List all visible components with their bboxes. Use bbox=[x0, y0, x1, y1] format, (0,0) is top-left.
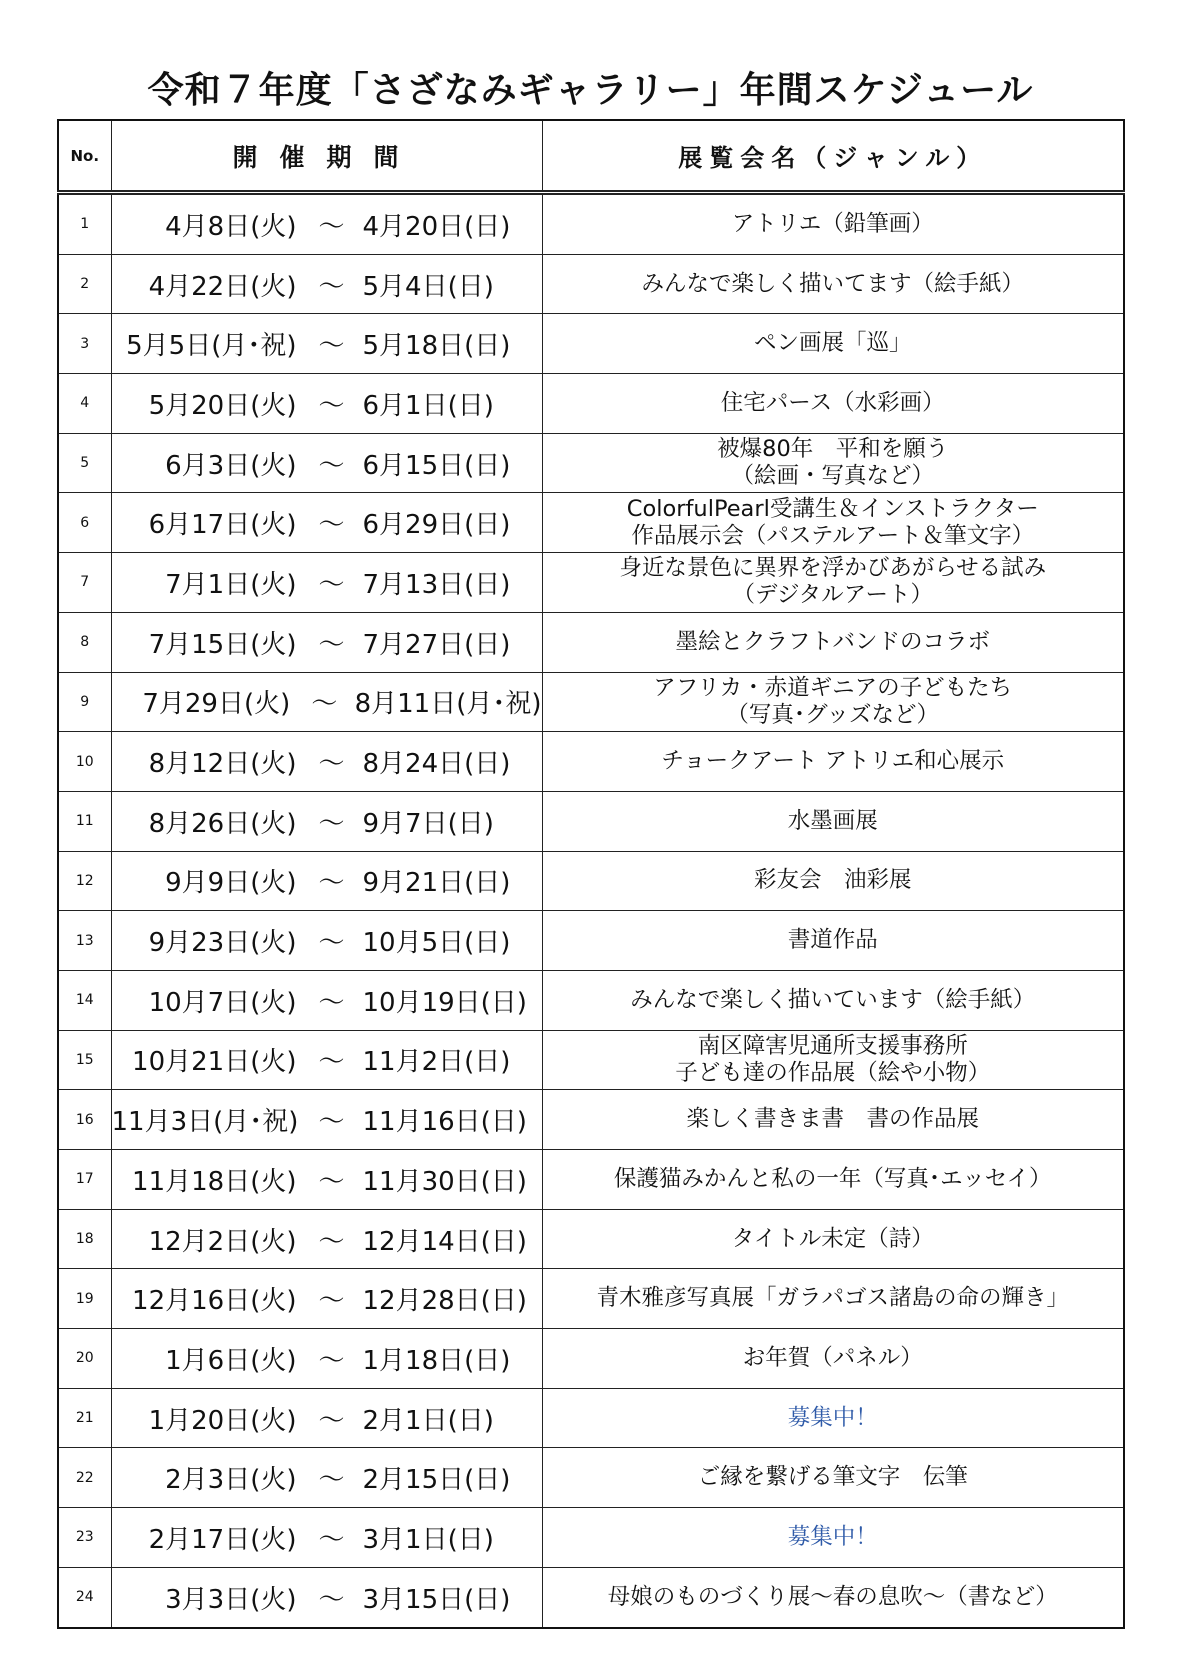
header-name: 展覧会名（ジャンル） bbox=[542, 120, 1124, 193]
exhibition-name: みんなで楽しく描いてます（絵手紙） bbox=[641, 270, 1024, 297]
table-row bbox=[58, 1090, 1124, 1150]
table-row bbox=[58, 1388, 1124, 1448]
exhibition-name-cell bbox=[542, 791, 1124, 851]
exhibition-name: ご縁を繋げる筆文字 伝筆 bbox=[697, 1464, 968, 1491]
period-cell bbox=[111, 732, 542, 792]
period-cell bbox=[111, 193, 542, 255]
exhibition-name-line2: （デジタルアート） bbox=[732, 582, 933, 609]
exhibition-name-cell bbox=[542, 1030, 1124, 1090]
tilde-separator: ～ bbox=[318, 808, 345, 839]
exhibition-name: 水墨画展 bbox=[787, 807, 878, 834]
start-date: 9月9日(火) bbox=[165, 868, 297, 899]
exhibition-name: ColorfulPearl受講生＆インストラクター bbox=[626, 495, 1039, 522]
table-row bbox=[58, 851, 1124, 911]
exhibition-name: 募集中！ bbox=[787, 1523, 878, 1550]
end-date: 5月18日(日) bbox=[362, 331, 511, 362]
exhibition-name: 南区障害児通所支援事務所 bbox=[697, 1032, 968, 1059]
end-date: 9月7日(日) bbox=[362, 808, 494, 839]
period-cell bbox=[111, 493, 542, 553]
tilde-separator: ～ bbox=[318, 450, 345, 481]
row-number: 12 bbox=[58, 851, 111, 911]
header-row bbox=[58, 120, 1124, 193]
end-date: 11月30日(日) bbox=[362, 1166, 527, 1197]
exhibition-name-cell bbox=[542, 851, 1124, 911]
row-number: 4 bbox=[58, 374, 111, 434]
start-date: 12月2日(火) bbox=[148, 1226, 297, 1257]
exhibition-name: 被爆80年 平和を願う bbox=[717, 436, 949, 463]
start-date: 11月18日(火) bbox=[132, 1166, 297, 1197]
row-number: 6 bbox=[58, 493, 111, 553]
exhibition-name: ペン画展「巡」 bbox=[753, 330, 912, 357]
exhibition-name-cell bbox=[542, 672, 1124, 732]
start-date: 2月17日(火) bbox=[148, 1524, 297, 1555]
end-date: 9月21日(日) bbox=[362, 868, 511, 899]
row-number: 15 bbox=[58, 1030, 111, 1090]
period-cell bbox=[111, 911, 542, 971]
schedule-table bbox=[57, 119, 1125, 1629]
start-date: 5月5日(月･祝) bbox=[126, 331, 297, 362]
start-date: 10月7日(火) bbox=[148, 987, 297, 1018]
start-date: 12月16日(火) bbox=[132, 1286, 297, 1317]
tilde-separator: ～ bbox=[318, 1584, 345, 1615]
exhibition-name-cell bbox=[542, 193, 1124, 255]
start-date: 10月21日(火) bbox=[132, 1047, 297, 1078]
row-number: 16 bbox=[58, 1090, 111, 1150]
exhibition-name-line2: （絵画・写真など） bbox=[731, 463, 934, 490]
end-date: 10月19日(日) bbox=[362, 987, 527, 1018]
start-date: 8月12日(火) bbox=[148, 749, 297, 780]
row-number: 20 bbox=[58, 1329, 111, 1389]
exhibition-name-cell bbox=[542, 1567, 1124, 1627]
period-cell bbox=[111, 791, 542, 851]
page-title: 令和７年度「さざなみギャラリー」年間スケジュール bbox=[147, 70, 1034, 111]
exhibition-name: 母娘のものづくり展～春の息吹～（書など） bbox=[607, 1583, 1058, 1610]
row-number: 8 bbox=[58, 612, 111, 672]
exhibition-name-cell bbox=[542, 612, 1124, 672]
exhibition-name-cell bbox=[542, 254, 1124, 314]
tilde-separator: ～ bbox=[318, 868, 345, 899]
end-date: 6月29日(日) bbox=[362, 510, 511, 541]
exhibition-name-cell bbox=[542, 911, 1124, 971]
start-date: 7月15日(火) bbox=[148, 629, 297, 660]
exhibition-name-cell bbox=[542, 493, 1124, 553]
tilde-separator: ～ bbox=[318, 629, 345, 660]
period-cell bbox=[111, 1388, 542, 1448]
row-number: 1 bbox=[58, 193, 111, 255]
exhibition-name: 保護猫みかんと私の一年（写真･エッセイ） bbox=[613, 1165, 1052, 1192]
period-cell bbox=[111, 1329, 542, 1389]
end-date: 12月28日(日) bbox=[362, 1286, 527, 1317]
table-row bbox=[58, 553, 1124, 613]
table-row bbox=[58, 1269, 1124, 1329]
exhibition-name: アトリエ（鉛筆画） bbox=[731, 210, 934, 237]
exhibition-name-cell bbox=[542, 1090, 1124, 1150]
start-date: 6月3日(火) bbox=[165, 450, 297, 481]
row-number: 24 bbox=[58, 1567, 111, 1627]
tilde-separator: ～ bbox=[318, 987, 345, 1018]
start-date: 7月1日(火) bbox=[165, 569, 297, 600]
exhibition-name-cell bbox=[542, 1150, 1124, 1210]
tilde-separator: ～ bbox=[318, 1405, 345, 1436]
end-date: 3月15日(日) bbox=[362, 1584, 511, 1615]
header-no: No. bbox=[58, 120, 111, 193]
table-row bbox=[58, 193, 1124, 255]
exhibition-name-cell bbox=[542, 1448, 1124, 1508]
row-number: 23 bbox=[58, 1508, 111, 1568]
tilde-separator: ～ bbox=[318, 390, 345, 421]
table-row bbox=[58, 1150, 1124, 1210]
table-row bbox=[58, 970, 1124, 1030]
period-cell bbox=[111, 612, 542, 672]
start-date: 5月20日(火) bbox=[148, 390, 297, 421]
exhibition-name: 墨絵とクラフトバンドのコラボ bbox=[675, 628, 991, 655]
exhibition-name-line2: （写真･グッズなど） bbox=[726, 701, 940, 728]
period-cell bbox=[111, 970, 542, 1030]
exhibition-name-line2: 作品展示会（パステルアート＆筆文字） bbox=[631, 522, 1035, 549]
period-cell bbox=[111, 374, 542, 434]
row-number: 10 bbox=[58, 732, 111, 792]
end-date: 3月1日(日) bbox=[362, 1524, 494, 1555]
end-date: 10月5日(日) bbox=[362, 928, 511, 959]
row-number: 5 bbox=[58, 433, 111, 493]
table-row bbox=[58, 911, 1124, 971]
table-row bbox=[58, 1209, 1124, 1269]
start-date: 11月3日(月･祝) bbox=[111, 1107, 299, 1138]
tilde-separator: ～ bbox=[318, 569, 345, 600]
start-date: 2月3日(火) bbox=[165, 1465, 297, 1496]
exhibition-name: 楽しく書きま書 書の作品展 bbox=[686, 1106, 979, 1133]
exhibition-name-cell bbox=[542, 970, 1124, 1030]
table-row bbox=[58, 791, 1124, 851]
table-row bbox=[58, 1567, 1124, 1627]
start-date: 4月22日(火) bbox=[148, 271, 297, 302]
row-number: 7 bbox=[58, 553, 111, 613]
end-date: 4月20日(日) bbox=[362, 211, 511, 242]
period-cell bbox=[111, 433, 542, 493]
start-date: 9月23日(火) bbox=[148, 928, 297, 959]
start-date: 6月17日(火) bbox=[148, 510, 297, 541]
exhibition-name-cell bbox=[542, 1269, 1124, 1329]
tilde-separator: ～ bbox=[318, 1286, 345, 1317]
exhibition-name: みんなで楽しく描いています（絵手紙） bbox=[630, 986, 1036, 1013]
period-cell bbox=[111, 1448, 542, 1508]
tilde-separator: ～ bbox=[318, 271, 345, 302]
period-cell bbox=[111, 314, 542, 374]
end-date: 5月4日(日) bbox=[362, 271, 494, 302]
start-date: 3月3日(火) bbox=[165, 1584, 297, 1615]
row-number: 9 bbox=[58, 672, 111, 732]
table-row bbox=[58, 1448, 1124, 1508]
tilde-separator: ～ bbox=[318, 510, 345, 541]
exhibition-name: チョークアート アトリエ和心展示 bbox=[661, 748, 1005, 775]
tilde-separator: ～ bbox=[318, 1524, 345, 1555]
row-number: 18 bbox=[58, 1209, 111, 1269]
header-period: 開催期間 bbox=[111, 120, 542, 193]
table-row bbox=[58, 314, 1124, 374]
table-row bbox=[58, 493, 1124, 553]
table-row bbox=[58, 374, 1124, 434]
tilde-separator: ～ bbox=[318, 1465, 345, 1496]
period-cell bbox=[111, 1030, 542, 1090]
table-row bbox=[58, 254, 1124, 314]
end-date: 11月16日(日) bbox=[362, 1107, 527, 1138]
tilde-separator: ～ bbox=[318, 1047, 345, 1078]
row-number: 13 bbox=[58, 911, 111, 971]
exhibition-name: お年賀（パネル） bbox=[742, 1344, 923, 1371]
start-date: 1月20日(火) bbox=[148, 1405, 297, 1436]
row-number: 14 bbox=[58, 970, 111, 1030]
period-cell bbox=[111, 851, 542, 911]
end-date: 7月13日(日) bbox=[362, 569, 511, 600]
end-date: 6月15日(日) bbox=[362, 450, 511, 481]
end-date: 8月11日(月･祝) bbox=[354, 689, 542, 720]
period-cell bbox=[111, 1269, 542, 1329]
row-number: 21 bbox=[58, 1388, 111, 1448]
table-row bbox=[58, 672, 1124, 732]
period-cell bbox=[111, 1150, 542, 1210]
exhibition-name-cell bbox=[542, 1508, 1124, 1568]
start-date: 4月8日(火) bbox=[165, 211, 297, 242]
period-cell bbox=[111, 1567, 542, 1627]
end-date: 8月24日(日) bbox=[362, 749, 511, 780]
exhibition-name: 募集中！ bbox=[787, 1404, 878, 1431]
tilde-separator: ～ bbox=[318, 1166, 345, 1197]
tilde-separator: ～ bbox=[318, 331, 345, 362]
exhibition-name-cell bbox=[542, 433, 1124, 493]
start-date: 8月26日(火) bbox=[148, 808, 297, 839]
table-row bbox=[58, 1329, 1124, 1389]
end-date: 12月14日(日) bbox=[362, 1226, 527, 1257]
start-date: 1月6日(火) bbox=[165, 1345, 297, 1376]
period-cell bbox=[111, 672, 542, 732]
row-number: 3 bbox=[58, 314, 111, 374]
exhibition-name-cell bbox=[542, 553, 1124, 613]
exhibition-name: タイトル未定（詩） bbox=[731, 1225, 934, 1252]
end-date: 2月1日(日) bbox=[362, 1405, 494, 1436]
exhibition-name-cell bbox=[542, 314, 1124, 374]
end-date: 6月1日(日) bbox=[362, 390, 494, 421]
tilde-separator: ～ bbox=[318, 1345, 345, 1376]
tilde-separator: ～ bbox=[318, 928, 345, 959]
exhibition-name: 彩友会 油彩展 bbox=[753, 867, 912, 894]
table-row bbox=[58, 732, 1124, 792]
tilde-separator: ～ bbox=[318, 211, 345, 242]
start-date: 7月29日(火) bbox=[142, 689, 291, 720]
table-row bbox=[58, 1508, 1124, 1568]
end-date: 11月2日(日) bbox=[362, 1047, 511, 1078]
tilde-separator: ～ bbox=[318, 1107, 345, 1138]
exhibition-name: 書道作品 bbox=[787, 927, 878, 954]
row-number: 19 bbox=[58, 1269, 111, 1329]
table-row bbox=[58, 433, 1124, 493]
exhibition-name: 住宅パース（水彩画） bbox=[720, 389, 945, 416]
tilde-separator: ～ bbox=[318, 749, 345, 780]
row-number: 17 bbox=[58, 1150, 111, 1210]
table-row bbox=[58, 1030, 1124, 1090]
exhibition-name-cell bbox=[542, 1209, 1124, 1269]
row-number: 22 bbox=[58, 1448, 111, 1508]
exhibition-name: 身近な景色に異界を浮かびあがらせる試み bbox=[619, 555, 1047, 582]
exhibition-name: 青木雅彦写真展「ガラパゴス諸島の命の輝き」 bbox=[596, 1285, 1069, 1312]
period-cell bbox=[111, 1508, 542, 1568]
exhibition-name-cell bbox=[542, 1329, 1124, 1389]
end-date: 1月18日(日) bbox=[362, 1345, 511, 1376]
exhibition-name-cell bbox=[542, 1388, 1124, 1448]
exhibition-name: アフリカ・赤道ギニアの子どもたち bbox=[653, 674, 1013, 701]
exhibition-name-line2: 子ども達の作品展（絵や小物） bbox=[675, 1059, 991, 1086]
period-cell bbox=[111, 254, 542, 314]
tilde-separator: ～ bbox=[318, 1226, 345, 1257]
period-cell bbox=[111, 1209, 542, 1269]
end-date: 7月27日(日) bbox=[362, 629, 511, 660]
tilde-separator: ～ bbox=[311, 689, 338, 720]
period-cell bbox=[111, 1090, 542, 1150]
end-date: 2月15日(日) bbox=[362, 1465, 511, 1496]
exhibition-name-cell bbox=[542, 732, 1124, 792]
exhibition-name-cell bbox=[542, 374, 1124, 434]
period-cell bbox=[111, 553, 542, 613]
row-number: 11 bbox=[58, 791, 111, 851]
table-row bbox=[58, 612, 1124, 672]
row-number: 2 bbox=[58, 254, 111, 314]
